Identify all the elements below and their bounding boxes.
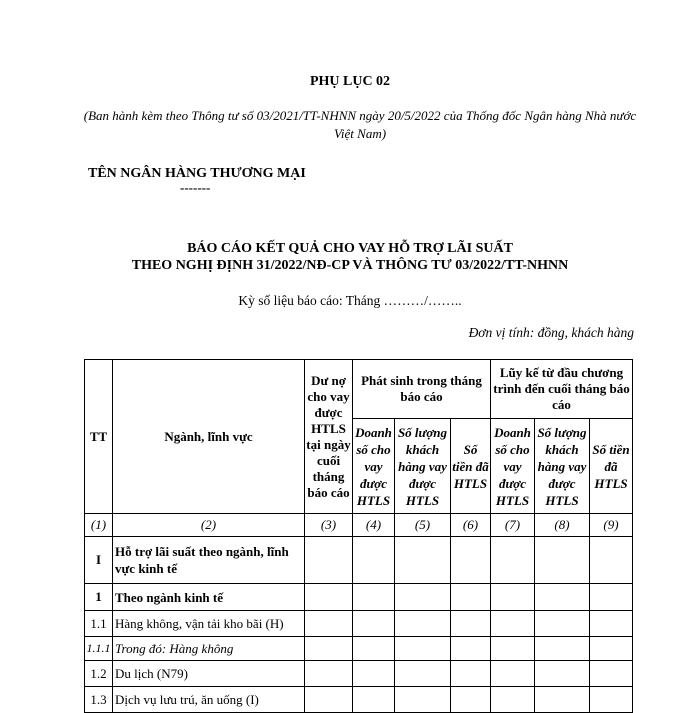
table-cell: [395, 537, 451, 584]
table-row: [85, 584, 633, 611]
table-row: [85, 661, 633, 687]
table-cell: [305, 584, 353, 611]
header-cum-amount: Số tiền đã HTLS: [590, 419, 633, 514]
table-cell: [353, 537, 395, 584]
row-tt: 1.1.1: [85, 637, 113, 661]
row-label: Trong đó: Hàng không: [113, 637, 305, 661]
table-cell: [395, 584, 451, 611]
bank-name-underline: -------: [180, 180, 211, 195]
table-row: [85, 537, 633, 584]
row-label: Du lịch (N79): [113, 661, 305, 687]
row-tt: 1.2: [85, 661, 113, 687]
table-cell: [451, 584, 491, 611]
column-number: (1): [85, 514, 113, 537]
table-cell: [590, 584, 633, 611]
table-cell: [535, 661, 590, 687]
row-tt: I: [85, 537, 113, 584]
table-cell: [590, 537, 633, 584]
row-tt: 1.1: [85, 611, 113, 637]
table-cell: [353, 584, 395, 611]
row-tt: 1.3: [85, 687, 113, 713]
report-table: [84, 359, 633, 713]
column-number: (2): [113, 514, 305, 537]
bank-name: TÊN NGÂN HÀNG THƯƠNG MẠI: [88, 166, 306, 181]
table-cell: [395, 611, 451, 637]
table-cell: [305, 537, 353, 584]
column-number: (6): [451, 514, 491, 537]
header-cum-customer-count: Số lượng khách hàng vay được HTLS: [535, 419, 590, 514]
table-cell: [590, 637, 633, 661]
table-cell: [535, 537, 590, 584]
table-cell: [491, 661, 535, 687]
report-title: [0, 240, 700, 274]
header-cumulative: Lũy kế từ đầu chương trình đến cuối tháng báo cáo: [491, 360, 633, 419]
unit-note: Đơn vị tính: đồng, khách hàng: [468, 325, 634, 340]
table-cell: [353, 611, 395, 637]
table-cell: [451, 537, 491, 584]
table-cell: [491, 584, 535, 611]
table-cell: [451, 637, 491, 661]
table-cell: [305, 661, 353, 687]
column-number: (8): [535, 514, 590, 537]
header-amount: Số tiền đã HTLS: [451, 419, 491, 514]
table-row: [85, 637, 633, 661]
table-cell: [305, 637, 353, 661]
table-cell: [491, 611, 535, 637]
table-cell: [491, 537, 535, 584]
table-cell: [353, 661, 395, 687]
column-number: (9): [590, 514, 633, 537]
header-in-month: Phát sinh trong tháng báo cáo: [353, 360, 491, 419]
header-customer-count: Số lượng khách hàng vay được HTLS: [395, 419, 451, 514]
table-cell: [395, 637, 451, 661]
row-label: Theo ngành kinh tế: [113, 584, 305, 611]
column-number-row: [85, 514, 633, 537]
table-row: [85, 611, 633, 637]
row-tt: 1: [85, 584, 113, 611]
column-number: (5): [395, 514, 451, 537]
header-sector: Ngành, lĩnh vực: [113, 360, 305, 514]
column-number: (3): [305, 514, 353, 537]
table-cell: [590, 661, 633, 687]
header-tt: TT: [85, 360, 113, 514]
table-cell: [451, 611, 491, 637]
report-title-line2: THEO NGHỊ ĐỊNH 31/2022/NĐ-CP VÀ THÔNG TƯ 03/2022/TT-NHNN: [131, 258, 569, 273]
table-cell: [590, 611, 633, 637]
issued-note: (Ban hành kèm theo Thông tư số 03/2021/TT-NHNN ngày 20/5/2022 của Thống đốc Ngân hàng Nhà nước Việt Nam): [83, 108, 637, 141]
table-cell: [535, 584, 590, 611]
table-cell: [451, 661, 491, 687]
header-outstanding: Dư nợ cho vay được HTLS tại ngày cuối tháng báo cáo: [305, 360, 353, 514]
table-cell: [395, 661, 451, 687]
column-number: (4): [353, 514, 395, 537]
table-cell: [535, 611, 590, 637]
table-cell: [305, 611, 353, 637]
header-loan-sales: Doanh số cho vay được HTLS: [353, 419, 395, 514]
row-label: Dịch vụ lưu trú, ăn uống (I): [113, 687, 305, 713]
column-number: (7): [491, 514, 535, 537]
header-cum-loan-sales: Doanh số cho vay được HTLS: [491, 419, 535, 514]
table-cell: [535, 637, 590, 661]
table-cell: [353, 637, 395, 661]
row-label: Hàng không, vận tải kho bãi (H): [113, 611, 305, 637]
appendix-title: PHỤ LỤC 02: [309, 74, 391, 89]
table-cell: [491, 637, 535, 661]
row-label: Hỗ trợ lãi suất theo ngành, lĩnh vực kinh tế: [113, 537, 305, 584]
report-title-line1: BÁO CÁO KẾT QUẢ CHO VAY HỖ TRỢ LÃI SUẤT: [187, 241, 513, 256]
reporting-period: Kỳ số liệu báo cáo: Tháng ………/……..: [238, 293, 462, 308]
header-row-1: [85, 360, 633, 419]
